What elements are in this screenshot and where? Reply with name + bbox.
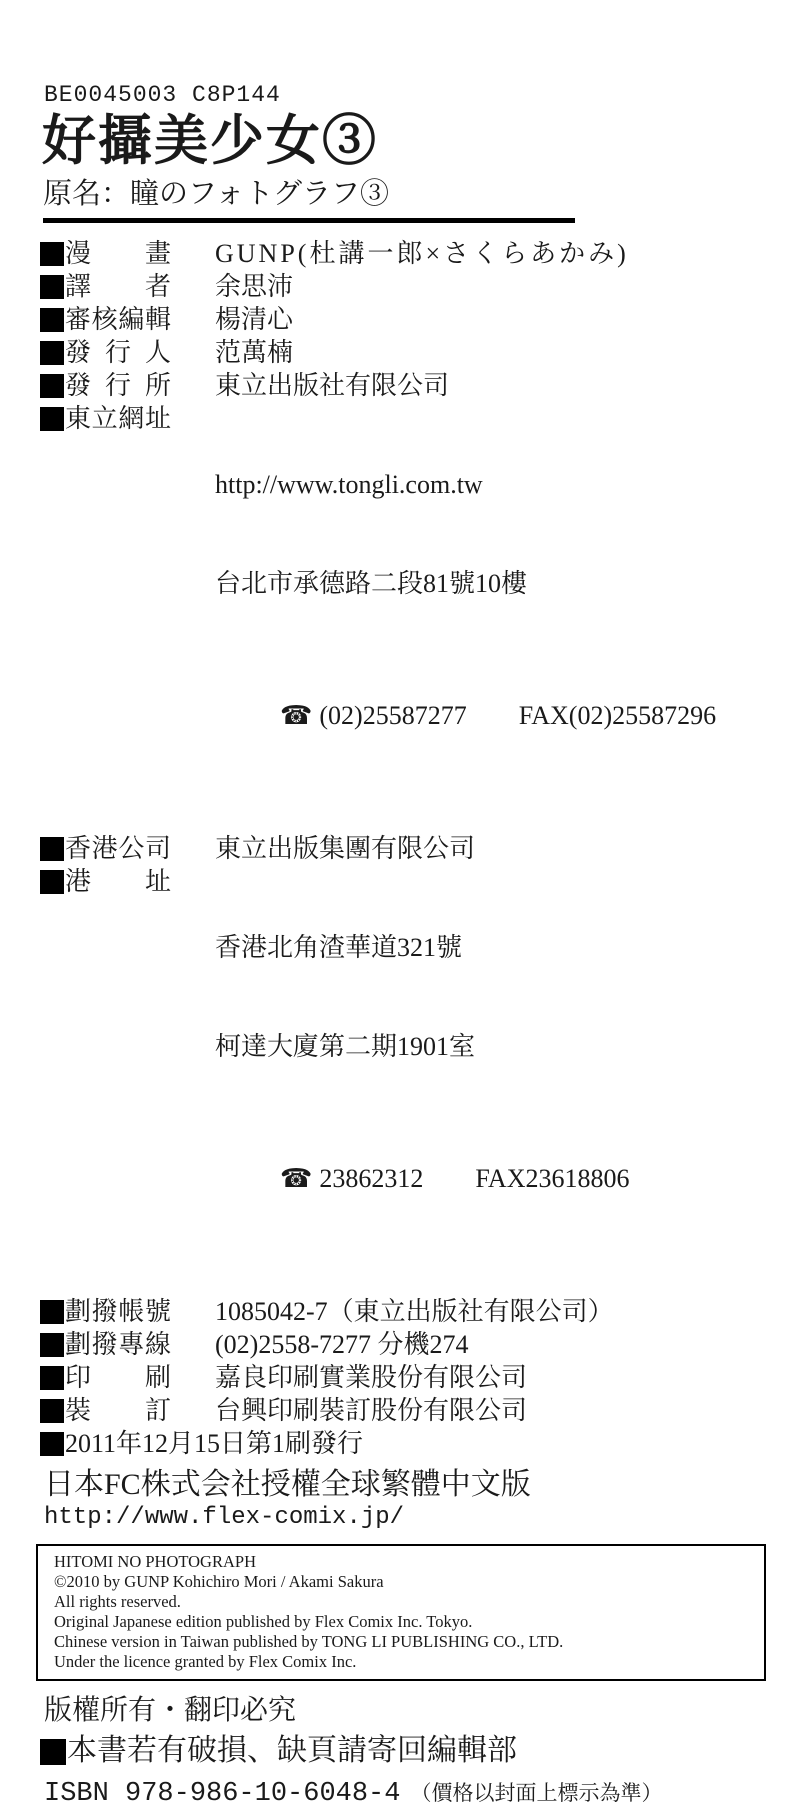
row-printing: [40, 1361, 765, 1394]
field-label: 港址: [65, 867, 171, 896]
row-tongli-website: [40, 402, 765, 832]
tongli-url: http://www.tongli.com.tw: [215, 470, 483, 499]
field-value: GUNP(杜講一郎×さくらあかみ): [215, 239, 629, 268]
square-bullet-icon: [40, 341, 64, 365]
field-value: (02)2558-7277 分機274: [215, 1330, 469, 1359]
flex-comix-url: http://www.flex-comix.jp/: [44, 1504, 405, 1531]
field-value: 台興印刷裝訂股份有限公司: [215, 1396, 528, 1425]
return-notice: 本書若有破損、缺頁請寄回編輯部: [67, 1734, 517, 1767]
price-note: （價格以封面上標示為準）: [410, 1781, 663, 1805]
row-postal-hotline: [40, 1328, 765, 1361]
field-label: 東立網址: [65, 404, 171, 433]
return-notice-row: [40, 1733, 765, 1769]
row-manga-artist: [40, 237, 765, 270]
notice-line: Original Japanese edition published by Flex Comix Inc. Tokyo.: [54, 1612, 473, 1631]
field-label: 裝訂: [65, 1396, 171, 1425]
rights-notice: 版權所有・翻印必究: [44, 1695, 297, 1726]
row-print-date: [40, 1427, 765, 1460]
square-bullet-icon: [40, 1432, 64, 1456]
field-value: 范萬楠: [215, 338, 294, 367]
hk-phone-line: [215, 1129, 629, 1229]
row-review-editor: [40, 303, 765, 336]
field-label: 劃撥專線: [65, 1330, 171, 1359]
field-value-group: [215, 402, 716, 832]
row-hongkong-address: [40, 865, 765, 1295]
square-bullet-icon: [40, 870, 64, 894]
field-label: 香港公司: [65, 834, 171, 863]
phone-icon: ☎: [280, 701, 313, 731]
row-translator: [40, 270, 765, 303]
field-value-group: [215, 865, 629, 1295]
print-date: 2011年12月15日第1刷發行: [65, 1429, 364, 1458]
square-bullet-icon: [40, 308, 64, 332]
row-publishing-house: [40, 369, 765, 402]
notice-line: Under the licence granted by Flex Comix Inc.: [54, 1652, 357, 1671]
hk-address-line1: 香港北角渣華道321號: [215, 933, 463, 962]
square-bullet-icon: [40, 374, 64, 398]
field-value: 余思沛: [215, 272, 294, 301]
square-bullet-icon: [40, 1300, 64, 1324]
fax-number: FAX23618806: [475, 1164, 630, 1193]
square-bullet-icon: [40, 275, 64, 299]
square-bullet-icon: [40, 407, 64, 431]
row-hongkong-company: [40, 832, 765, 865]
field-value: 1085042-7（東立出版社有限公司）: [215, 1297, 614, 1326]
field-value: 東立出版集團有限公司: [215, 834, 476, 863]
field-label: 譯者: [65, 272, 171, 301]
field-label: 發行人: [65, 338, 171, 367]
square-bullet-icon: [40, 1366, 64, 1390]
phone-icon: ☎: [280, 1164, 313, 1194]
field-label: 劃撥帳號: [65, 1297, 171, 1326]
field-value: 東立出版社有限公司: [215, 371, 450, 400]
notice-line: All rights reserved.: [54, 1592, 181, 1611]
isbn-number: ISBN 978-986-10-6048-4: [44, 1779, 401, 1809]
row-postal-account: [40, 1295, 765, 1328]
taipei-address: 台北市承德路二段81號10樓: [215, 569, 528, 598]
notice-line: Chinese version in Taiwan published by TONG LI PUBLISHING CO., LTD.: [54, 1632, 564, 1651]
copyright-notice-box: [36, 1544, 766, 1681]
square-bullet-icon: [40, 1739, 66, 1765]
field-label: 印刷: [65, 1363, 171, 1392]
document-code: BE0045003 C8P144: [44, 82, 281, 108]
field-label: 漫畫: [65, 239, 171, 268]
square-bullet-icon: [40, 1333, 64, 1357]
isbn-row: [44, 1777, 765, 1809]
colophon-list: [40, 237, 765, 1460]
field-value: 嘉良印刷實業股份有限公司: [215, 1363, 528, 1392]
page-title: 好攝美少女③: [42, 111, 378, 171]
original-title: 原名：瞳のフォトグラフ③: [43, 178, 389, 210]
square-bullet-icon: [40, 837, 64, 861]
notice-line: HITOMI NO PHOTOGRAPH: [54, 1552, 256, 1571]
square-bullet-icon: [40, 1399, 64, 1423]
hk-address-line2: 柯達大廈第二期1901室: [215, 1032, 476, 1061]
fc-license-line: 日本FC株式会社授權全球繁體中文版: [44, 1468, 531, 1501]
field-label: 審核編輯: [65, 305, 171, 334]
title-divider: [43, 218, 575, 223]
row-publisher: [40, 336, 765, 369]
field-value: 楊清心: [215, 305, 294, 334]
notice-line: ©2010 by GUNP Kohichiro Mori / Akami Sakura: [54, 1572, 384, 1591]
field-label: 發行所: [65, 371, 171, 400]
row-binding: [40, 1394, 765, 1427]
square-bullet-icon: [40, 242, 64, 266]
fax-number: FAX(02)25587296: [518, 701, 717, 730]
phone-number: (02)25587277: [319, 701, 467, 730]
taipei-phone-line: [215, 666, 716, 766]
phone-number: 23862312: [319, 1164, 424, 1193]
